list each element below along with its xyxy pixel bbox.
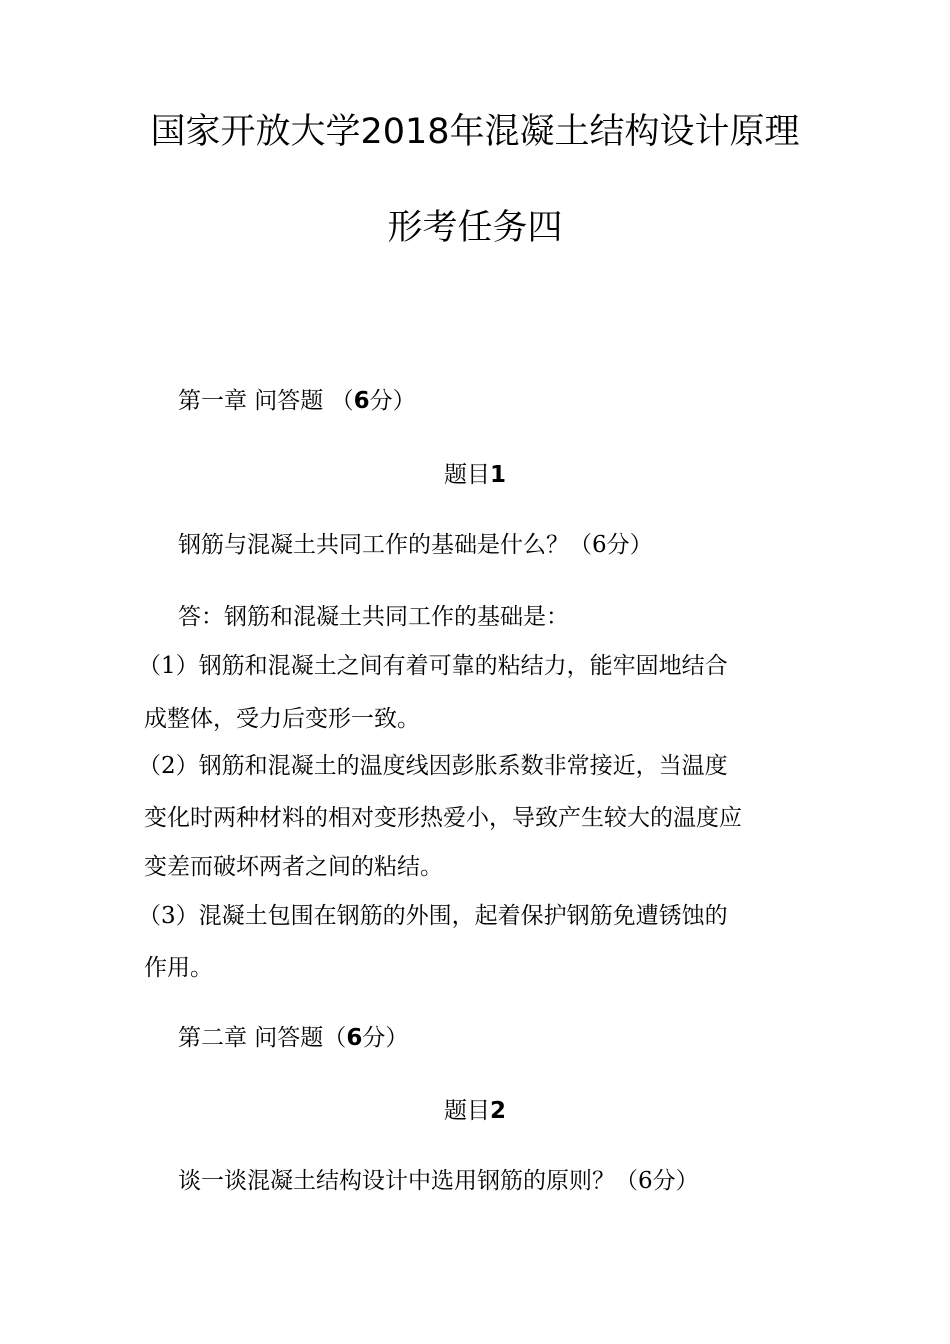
- document-title-line1: 国家开放大学2018年混凝土结构设计原理: [150, 112, 800, 152]
- question2-label: 题目: [443, 1098, 490, 1124]
- answer1-intro: 答：钢筋和混凝土共同工作的基础是：: [178, 604, 569, 630]
- answer1-line: 作用。: [144, 955, 213, 981]
- question1-text: 钢筋与混凝土共同工作的基础是什么？（6分）: [178, 532, 653, 558]
- question2-text: 谈一谈混凝土结构设计中选用钢筋的原则？（6分）: [178, 1168, 699, 1194]
- chapter2-suffix: 分）: [362, 1025, 409, 1051]
- chapter1-score: 6: [353, 388, 370, 414]
- chapter2-score: 6: [346, 1025, 363, 1051]
- answer1-line: 成整体，受力后变形一致。: [144, 706, 420, 732]
- question1-number: 1: [489, 462, 506, 488]
- answer1-line: 变差而破坏两者之间的粘结。: [144, 854, 443, 880]
- question1-label: 题目: [443, 462, 490, 488]
- chapter1-heading: [178, 386, 416, 416]
- answer1-line: （2）钢筋和混凝土的温度线因彭胀系数非常接近，当温度: [138, 753, 728, 779]
- answer1-line: （1）钢筋和混凝土之间有着可靠的粘结力，能牢固地结合: [138, 653, 728, 679]
- answer1-line: （3）混凝土包围在钢筋的外围，起着保护钢筋免遭锈蚀的: [138, 903, 728, 929]
- chapter2-heading: [178, 1023, 408, 1053]
- question1-heading: [0, 460, 950, 490]
- question2-number: 2: [489, 1098, 506, 1124]
- document-title-line2: 形考任务四: [387, 208, 563, 248]
- chapter1-suffix: 分）: [369, 388, 416, 414]
- chapter1-prefix: 第一章 问答题 （: [178, 388, 354, 414]
- question2-heading: [0, 1096, 950, 1126]
- answer1-line: 变化时两种材料的相对变形热爱小，导致产生较大的温度应: [144, 805, 742, 831]
- chapter2-prefix: 第二章 问答题（: [178, 1025, 347, 1051]
